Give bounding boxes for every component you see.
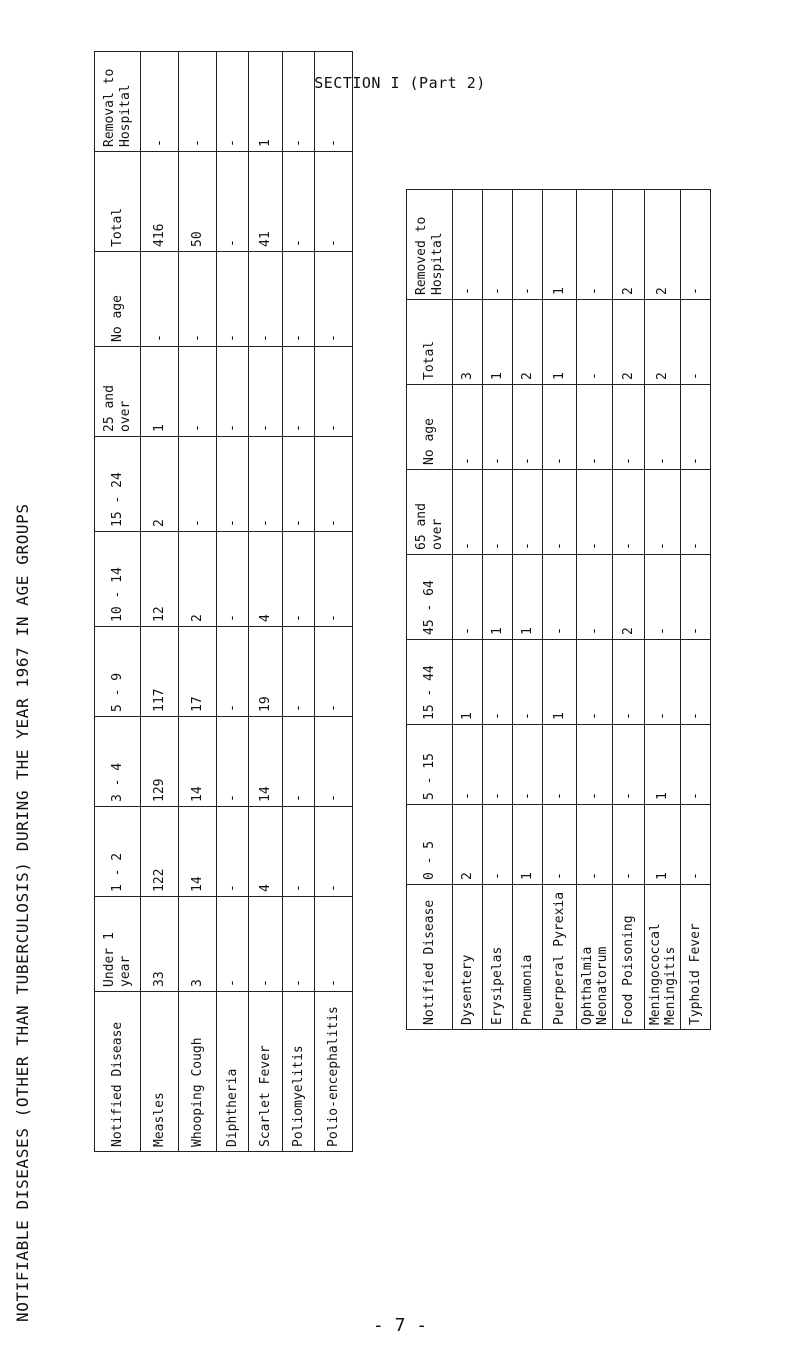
table-cell: - — [315, 252, 353, 347]
table-cell: - — [681, 725, 711, 805]
table-cell: - — [513, 640, 543, 725]
table-cell: - — [577, 805, 613, 885]
table-cell: - — [543, 470, 577, 555]
table-cell: - — [645, 640, 681, 725]
table-cell: - — [543, 385, 577, 470]
table-cell: - — [283, 52, 315, 152]
table-cell: 1 — [513, 555, 543, 640]
table-cell: - — [283, 252, 315, 347]
table-cell: - — [513, 190, 543, 300]
table-cell: - — [577, 300, 613, 385]
table-cell: 117 — [141, 627, 179, 717]
table-row — [141, 52, 179, 1152]
table-row — [613, 190, 645, 1030]
disease-name: Puerperal Pyrexia — [543, 885, 577, 1030]
table-cell: - — [577, 640, 613, 725]
table-cell: - — [681, 470, 711, 555]
table-cell: - — [283, 897, 315, 992]
table-cell: - — [217, 347, 249, 437]
table-cell: - — [217, 897, 249, 992]
table-cell: - — [315, 347, 353, 437]
table-cell: 1 — [645, 725, 681, 805]
header-cell: Notified Disease — [95, 992, 141, 1152]
table-cell: 1 — [513, 805, 543, 885]
header-cell: No age — [95, 252, 141, 347]
table-cell: - — [453, 470, 483, 555]
table-row — [217, 52, 249, 1152]
table-cell: - — [453, 385, 483, 470]
table-cell: - — [483, 470, 513, 555]
table-cell: - — [483, 725, 513, 805]
table-cell: - — [613, 805, 645, 885]
table-cell: - — [681, 190, 711, 300]
table-cell: - — [217, 52, 249, 152]
disease-name: Erysipelas — [483, 885, 513, 1030]
header-cell: Total — [95, 152, 141, 252]
table-cell: - — [141, 252, 179, 347]
header-cell: No age — [407, 385, 453, 470]
table-cell: - — [249, 437, 283, 532]
table-cell: 1 — [453, 640, 483, 725]
table-cell: - — [217, 807, 249, 897]
table-cell: 41 — [249, 152, 283, 252]
table-cell: 1 — [543, 640, 577, 725]
table-cell: - — [315, 532, 353, 627]
disease-name: Pneumonia — [513, 885, 543, 1030]
table-row — [453, 190, 483, 1030]
table-cell: - — [249, 347, 283, 437]
table-cell: - — [217, 717, 249, 807]
table-cell: - — [613, 640, 645, 725]
table-cell: - — [577, 470, 613, 555]
table-cell: 1 — [645, 805, 681, 885]
table-cell: - — [645, 470, 681, 555]
disease-name: Diphtheria — [217, 992, 249, 1152]
table-cell: 129 — [141, 717, 179, 807]
table-cell: - — [543, 555, 577, 640]
table-cell: 14 — [179, 717, 217, 807]
header-cell: Removed to Hospital — [407, 190, 453, 300]
table-cell: 2 — [613, 555, 645, 640]
table-cell: - — [577, 190, 613, 300]
table-row — [645, 190, 681, 1030]
table-cell: 4 — [249, 532, 283, 627]
table-cell: - — [613, 470, 645, 555]
table-cell: 2 — [141, 437, 179, 532]
table-cell: - — [283, 717, 315, 807]
table-cell: 17 — [179, 627, 217, 717]
disease-name: Typhoid Fever — [681, 885, 711, 1030]
table-cell: - — [283, 627, 315, 717]
table-cell: - — [283, 437, 315, 532]
header-cell: 25 and over — [95, 347, 141, 437]
header-cell: 65 and over — [407, 470, 453, 555]
table-cell: - — [483, 640, 513, 725]
table-cell: 3 — [179, 897, 217, 992]
table-cell: - — [453, 725, 483, 805]
disease-name: Scarlet Fever — [249, 992, 283, 1152]
table-cell: - — [453, 190, 483, 300]
table-cell: - — [141, 52, 179, 152]
table-cell: - — [513, 385, 543, 470]
disease-name: Food Poisoning — [613, 885, 645, 1030]
table-cell: - — [217, 627, 249, 717]
disease-name: Dysentery — [453, 885, 483, 1030]
table-cell: - — [179, 437, 217, 532]
table1-header-row — [95, 52, 141, 1152]
table-cell: - — [645, 385, 681, 470]
table-cell: 14 — [249, 717, 283, 807]
table-cell: - — [315, 897, 353, 992]
table-cell: - — [315, 807, 353, 897]
disease-name: Meningococcal Meningitis — [645, 885, 681, 1030]
table-cell: 2 — [513, 300, 543, 385]
table-cell: 122 — [141, 807, 179, 897]
table2-header-row — [407, 190, 453, 1030]
table-cell: - — [681, 385, 711, 470]
table-cell: - — [179, 347, 217, 437]
disease-name: Whooping Cough — [179, 992, 217, 1152]
table-row — [179, 52, 217, 1152]
header-cell: 5 - 9 — [95, 627, 141, 717]
table-cell: - — [543, 725, 577, 805]
table-cell: - — [179, 52, 217, 152]
table-cell: - — [283, 152, 315, 252]
header-cell: Removal to Hospital — [95, 52, 141, 152]
table-cell: - — [217, 437, 249, 532]
table-cell: - — [513, 470, 543, 555]
header-cell: 0 - 5 — [407, 805, 453, 885]
table-row — [483, 190, 513, 1030]
table1-grid — [94, 51, 353, 1152]
table-cell: 2 — [645, 190, 681, 300]
table-cell: 4 — [249, 807, 283, 897]
table-cell: - — [315, 52, 353, 152]
section-title: SECTION I (Part 2) — [314, 74, 486, 92]
table-cell: - — [513, 725, 543, 805]
header-cell: 45 - 64 — [407, 555, 453, 640]
header-cell: Total — [407, 300, 453, 385]
table-cell: 14 — [179, 807, 217, 897]
table-cell: 1 — [141, 347, 179, 437]
header-cell: 3 - 4 — [95, 717, 141, 807]
header-cell: 15 - 44 — [407, 640, 453, 725]
table-cell: - — [217, 252, 249, 347]
table-cell: - — [453, 555, 483, 640]
table-cell: - — [315, 627, 353, 717]
table-cell: 416 — [141, 152, 179, 252]
table-cell: - — [283, 807, 315, 897]
disease-name: Ophthalmia Neonatorum — [577, 885, 613, 1030]
table-cell: - — [681, 555, 711, 640]
page-number: - 7 - — [372, 1315, 428, 1336]
table-cell: 1 — [543, 190, 577, 300]
table-cell: 2 — [613, 300, 645, 385]
table-cell: 2 — [645, 300, 681, 385]
side-title: NOTIFIABLE DISEASES (OTHER THAN TUBERCULOSIS) DURING THE YEAR 1967 IN AGE GROUPS — [13, 503, 32, 1322]
disease-name: Polio-encephalitis — [315, 992, 353, 1152]
table-cell: 2 — [179, 532, 217, 627]
table-cell: 19 — [249, 627, 283, 717]
table-row — [249, 52, 283, 1152]
table-cell: - — [249, 252, 283, 347]
table-cell: - — [315, 717, 353, 807]
table-row — [577, 190, 613, 1030]
table-row — [283, 52, 315, 1152]
disease-name: Measles — [141, 992, 179, 1152]
table-cell: - — [483, 385, 513, 470]
header-cell: 5 - 15 — [407, 725, 453, 805]
table-cell: - — [577, 725, 613, 805]
table-row — [681, 190, 711, 1030]
table-cell: - — [249, 897, 283, 992]
table-cell: - — [577, 385, 613, 470]
table-cell: - — [217, 152, 249, 252]
table-cell: - — [681, 640, 711, 725]
table-cell: - — [179, 252, 217, 347]
table-cell: 1 — [483, 555, 513, 640]
table-cell: - — [577, 555, 613, 640]
header-cell: Under 1 year — [95, 897, 141, 992]
table-cell: - — [483, 805, 513, 885]
table-row — [315, 52, 353, 1152]
table-cell: - — [315, 152, 353, 252]
table-cell: 2 — [613, 190, 645, 300]
table2-grid — [406, 189, 711, 1030]
table-cell: - — [283, 347, 315, 437]
table-cell: 12 — [141, 532, 179, 627]
table-cell: 50 — [179, 152, 217, 252]
table-cell: - — [217, 532, 249, 627]
table-cell: 2 — [453, 805, 483, 885]
table-cell: 33 — [141, 897, 179, 992]
table-cell: - — [645, 555, 681, 640]
header-cell: 15 - 24 — [95, 437, 141, 532]
table-cell: - — [681, 805, 711, 885]
disease-name: Poliomyelitis — [283, 992, 315, 1152]
header-cell: 1 - 2 — [95, 807, 141, 897]
table-cell: - — [613, 385, 645, 470]
table-row — [513, 190, 543, 1030]
table-cell: - — [315, 437, 353, 532]
table-row — [543, 190, 577, 1030]
table-cell: - — [283, 532, 315, 627]
header-cell: Notified Disease — [407, 885, 453, 1030]
table-cell: 1 — [543, 300, 577, 385]
header-cell: 10 - 14 — [95, 532, 141, 627]
table-cell: - — [543, 805, 577, 885]
table-cell: - — [613, 725, 645, 805]
table-cell: 3 — [453, 300, 483, 385]
table-cell: 1 — [249, 52, 283, 152]
table-cell: - — [681, 300, 711, 385]
table-cell: - — [483, 190, 513, 300]
table-cell: 1 — [483, 300, 513, 385]
